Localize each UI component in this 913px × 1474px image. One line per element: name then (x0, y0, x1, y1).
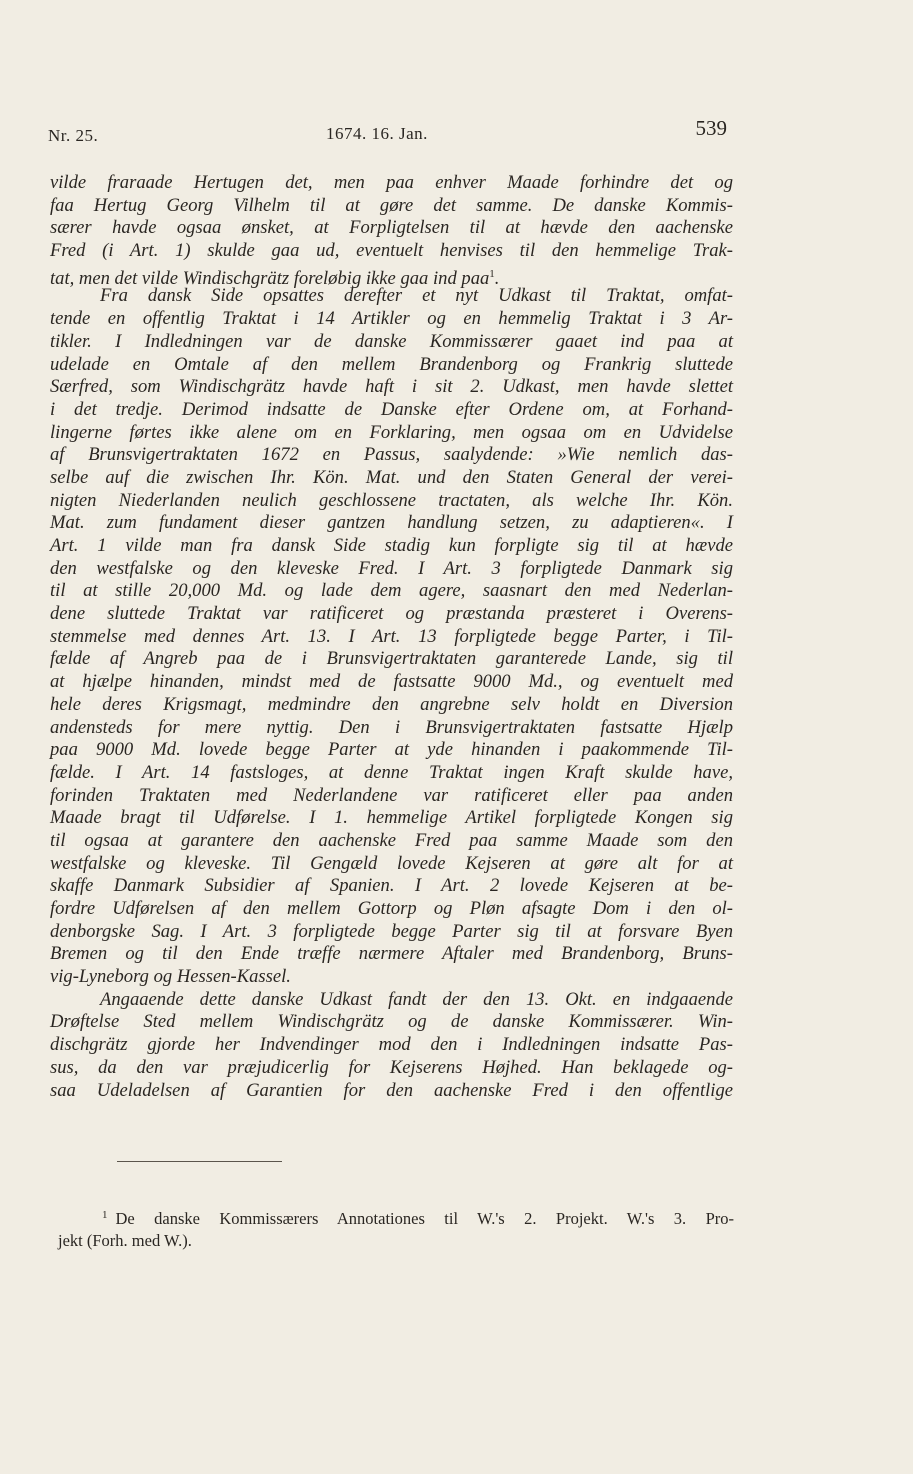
text-line: nigten Niederlanden neulich geschlossene tractaten, als welche Ihr. Kön. (50, 489, 733, 511)
text-line: forinden Traktaten med Nederlandene var ratificeret eller paa anden (50, 784, 733, 806)
footnote-separator (117, 1161, 282, 1162)
text-line: fælde. I Art. 14 fastsloges, at denne Traktat ingen Kraft skulde have, (50, 761, 733, 783)
text-line: til at stille 20,000 Md. og lade dem agere, saasnart den med Nederlan- (50, 580, 733, 602)
running-head (48, 114, 733, 148)
text-line: Mat. zum fundament dieser gantzen handlung setzen, zu adaptieren«. I (50, 512, 733, 534)
text-line: Art. 1 vilde man fra dansk Side stadig kun forpligte sig til at hævde (50, 535, 733, 556)
text-line: dischgrätz gjorde her Indvendinger mod den i Indledningen indsatte Pas- (50, 1034, 733, 1056)
text-line: fælde af Angreb paa de i Brunsvigertraktaten garanterede Lande, sig til (50, 648, 733, 670)
text-line: saa Udeladelsen af Garantien for den aachenske Fred i den offentlige (50, 1079, 733, 1101)
text-line: Særfred, som Windischgrätz havde haft i sit 2. Udkast, men havde slettet (50, 376, 733, 398)
text-line: vig-Lyneborg og Hessen-Kassel. (50, 966, 291, 988)
text-line: tende en offentlig Traktat i 14 Artikler og en hemmelig Traktat i 3 Ar- (50, 308, 733, 330)
sentence-end: . (494, 267, 500, 289)
text-line: Fra dansk Side opsattes derefter et nyt Udkast til Traktat, omfat- (100, 285, 733, 307)
text-line: selbe auf die zwischen Ihr. Kön. Mat. und den Staten General der verei- (50, 466, 733, 488)
text-line: Bremen og til den Ende træffe nærmere Aftaler med Brandenborg, Bruns- (50, 943, 733, 965)
text-line: til ogsaa at garantere den aachenske Fred paa samme Maade som den (50, 829, 733, 851)
footnote-text: De danske Kommissærers Annotationes til W.'s 2. Projekt. W.'s 3. Pro- (115, 1209, 734, 1228)
text-line: sus, da den var præjudicerlig for Kejserens Højhed. Han beklagede og- (50, 1056, 733, 1078)
text-line: andensteds for mere nyttig. Den i Brunsvigertraktaten fastsatte Hjælp (50, 716, 733, 738)
text-line: Angaaende dette danske Udkast fandt der den 13. Okt. en indgaaende (100, 988, 733, 1010)
document-number: Nr. 25. (48, 126, 99, 145)
text-line: særer havde ogsaa ønsket, at Forpligtelsen til at hævde den aachenske (50, 217, 733, 239)
text-line: i det tredje. Derimod indsatte de Danske efter Ordene om, at Forhand- (50, 398, 733, 420)
text-line: fordre Udførelsen af den mellem Gottorp og Pløn afsagte Dom i den ol- (50, 898, 733, 919)
footnote-line (62, 1203, 734, 1228)
text-line: hele deres Krigsmagt, medmindre den angrebne selv holdt en Diversion (50, 693, 733, 715)
text-line-content: tat, men det vilde Windischgrätz foreløbig ikke gaa ind paa (50, 267, 490, 289)
footnote-reference: 1 (489, 267, 495, 280)
text-line: udelade en Omtale af den mellem Brandenborg og Frankrig sluttede (50, 353, 733, 375)
text-line: faa Hertug Georg Vilhelm til at gøre det samme. De danske Kommis- (50, 194, 733, 216)
text-line: den westfalske og den kleveske Fred. I Art. 3 forpligtede Danmark sig (50, 557, 733, 579)
text-line: denborgske Sag. I Art. 3 forpligtede begge Parter sig til at forsvare Byen (50, 920, 733, 942)
text-line: Drøftelse Sted mellem Windischgrätz og de danske Kommissærer. Win- (50, 1011, 733, 1033)
footnote (58, 1203, 734, 1253)
text-line (50, 263, 733, 289)
text-line: dene sluttede Traktat var ratificeret og præstanda præsteret i Overens- (50, 603, 733, 625)
page-number: 539 (695, 116, 727, 140)
text-line: lingerne førtes ikke alene om en Forklaring, men ogsaa om en Udvidelse (50, 421, 733, 443)
footnote-mark: 1 (102, 1209, 108, 1221)
text-line: tikler. I Indledningen var de danske Kommissærer gaaet ind paa at (50, 330, 733, 352)
text-line: Maade bragt til Udførelse. I 1. hemmelige Artikel forpligtede Kongen sig (50, 807, 733, 829)
text-line: Fred (i Art. 1) skulde gaa ud, eventuelt henvises til den hemmelige Trak- (50, 240, 733, 262)
text-line: paa 9000 Md. lovede begge Parter at yde hinanden i paakommende Til- (50, 739, 733, 761)
text-line: westfalske og kleveske. Til Gengæld lovede Kejseren at gøre alt for at (50, 852, 733, 874)
document-date: 1674. 16. Jan. (326, 124, 428, 143)
text-line: af Brunsvigertraktaten 1672 en Passus, saalydende: »Wie nemlich das- (50, 444, 733, 466)
footnote-line: jekt (Forh. med W.). (58, 1231, 192, 1250)
body-text (50, 172, 733, 1102)
text-line: skaffe Danmark Subsidier af Spanien. I Art. 2 lovede Kejseren at be- (50, 875, 733, 897)
text-line: stemmelse med dennes Art. 13. I Art. 13 forpligtede begge Parter, i Til- (50, 625, 733, 647)
text-line: vilde fraraade Hertugen det, men paa enhver Maade forhindre det og (50, 172, 733, 193)
text-line: at hjælpe hinanden, mindst med de fastsatte 9000 Md., og eventuelt med (50, 671, 733, 693)
